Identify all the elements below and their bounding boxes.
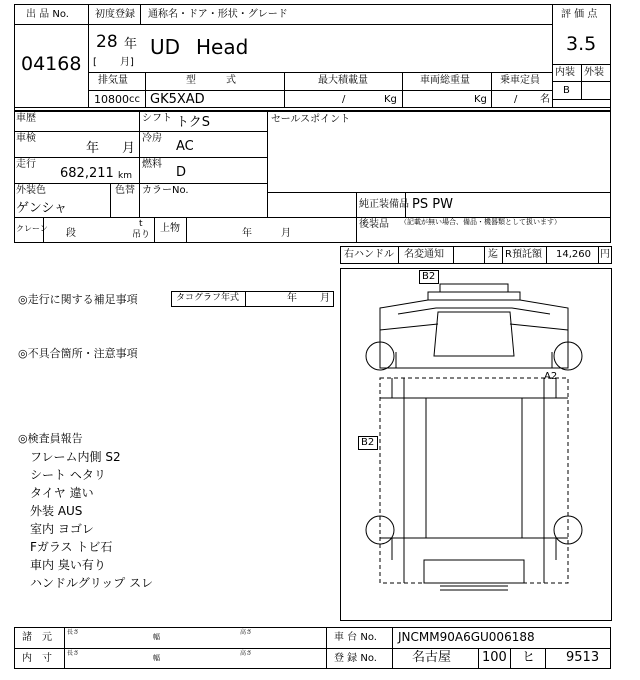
displacement-label: 排気量 [98,75,128,86]
max-load-separator: / [342,94,346,105]
size-length-label: 長さ [67,650,80,657]
model-label: 型 式 [186,75,236,86]
inspector-note: シート ヘタリ [30,468,106,482]
inspector-note: 外装 AUS [30,504,83,518]
exterior-label: 外装 [584,67,604,78]
registration-class: 100 [482,650,507,665]
size-height-label: 高さ [240,650,253,657]
crane-ton-unit: 吊り [132,230,151,240]
inspection-year-unit: 年 [86,141,100,156]
size-width-label: 幅 [153,654,160,662]
gross-weight-label: 車両総重量 [420,75,470,86]
shift-value: トクS [176,115,210,130]
vehicle-grade: Head [196,35,249,59]
grade-label: 評 価 点 [561,9,598,20]
shift-label: シフト [142,113,172,124]
first-registration-label: 初度登録 [95,9,135,20]
first-registration-year: 28 [96,32,118,52]
capacity-unit: 名 [540,94,550,105]
inspector-report-label: ◎検査員報告 [18,432,83,445]
aircon-label: 冷房 [142,133,162,144]
chassis-number: JNCMM90A6GU006188 [398,630,535,644]
truck-outline [340,268,612,621]
sales-points-label: セールスポイント [271,114,351,125]
fuel-value: D [176,165,187,180]
dims-width-label: 幅 [153,633,160,641]
lot-number-label: 出 品 No. [26,9,69,20]
capacity-separator: / [514,94,518,105]
upper-year-unit: 年 [242,228,252,239]
inspector-note: フレーム内側 S2 [30,450,121,464]
dims-height-label: 高さ [240,629,253,636]
inspector-note: ハンドルグリップ スレ [30,576,154,590]
upper-month-unit: 月 [281,228,291,239]
fuel-label: 燃料 [142,159,162,170]
notice-separator: 迄 [488,249,498,260]
vehicle-name: UD [150,35,181,59]
model-value: GK5XAD [150,92,205,107]
capacity-label: 乗車定員 [500,75,540,86]
recycle-label: R預託額 [505,249,542,260]
month-bracket-open: [ [93,57,97,68]
year-unit: 年 [124,37,138,52]
inspector-notes [30,448,230,592]
grade-value: 3.5 [566,33,597,55]
history-label: 車歴 [16,113,36,124]
side-damage-code: B2 [361,437,375,448]
vehicle-name-label: 通称名・ドア・形状・グレード [148,9,288,20]
recycle-unit: 円 [600,249,610,260]
inspector-note: Fガラス トビ石 [30,540,113,554]
lot-number: 04168 [21,53,82,75]
rhd-label: 右ハンドル [344,249,394,260]
inspector-note: 室内 ヨゴレ [30,522,94,536]
mileage-label: 走行 [16,159,36,170]
registration-kana: ヒ [522,650,536,665]
name-change-label: 名変通知 [404,249,444,260]
displacement-value: 10800 [94,93,129,106]
chassis-label: 車 台 No. [334,632,377,643]
aftermarket-note: （記載が無い場合、備品・機器類として扱います） [400,218,561,226]
exterior-color-label: 外装色 [16,185,46,196]
registration-region: 名古屋 [412,650,452,665]
crane-ton-top: t [139,219,143,229]
front-damage-code: B2 [422,271,436,282]
max-load-unit: Kg [384,94,397,105]
interior-label: 内装 [555,67,575,78]
tachograph-label: タコグラフ年式 [176,293,240,303]
dims-length-label: 長さ [67,629,80,636]
right-damage-code: A2 [544,371,558,382]
inspector-note: 車内 臭い有り [30,558,106,572]
tachograph-month-unit: 月 [320,293,330,304]
inspection-month-unit: 月 [122,141,136,156]
driving-remarks-label: ◎走行に関する補足事項 [18,293,138,306]
exterior-color-value: ゲンシャ [16,201,68,216]
interior-value: B [563,85,570,96]
inspection-label: 車検 [16,133,36,144]
crane-label: クレーン [16,224,48,233]
dims-label: 諸 元 [22,632,52,643]
displacement-unit: cc [129,94,140,105]
inspector-note: タイヤ 違い [30,486,94,500]
color-code-label: カラーNo. [142,185,189,196]
mileage-value: 682,211 [60,166,114,181]
upper-label: 上物 [160,223,180,234]
aftermarket-label: 後装品 [359,219,389,230]
recycle-value: 14,260 [556,249,591,260]
defects-label: ◎不具合箇所・注意事項 [18,347,138,360]
crane-stage-unit: 段 [66,228,76,239]
registration-label: 登 録 No. [334,653,377,664]
equipment-label: 純正装備品 [359,199,409,210]
tachograph-year-unit: 年 [287,293,297,304]
month-unit: 月] [120,57,134,68]
gross-weight-unit: Kg [474,94,487,105]
size-label: 内 寸 [22,653,52,664]
aircon-value: AC [176,139,194,154]
equipment-value: PS PW [412,197,453,212]
color-change-label: 色替 [115,185,135,196]
max-load-label: 最大積載量 [318,75,368,86]
mileage-unit: km [118,171,132,181]
registration-number: 9513 [566,650,600,665]
